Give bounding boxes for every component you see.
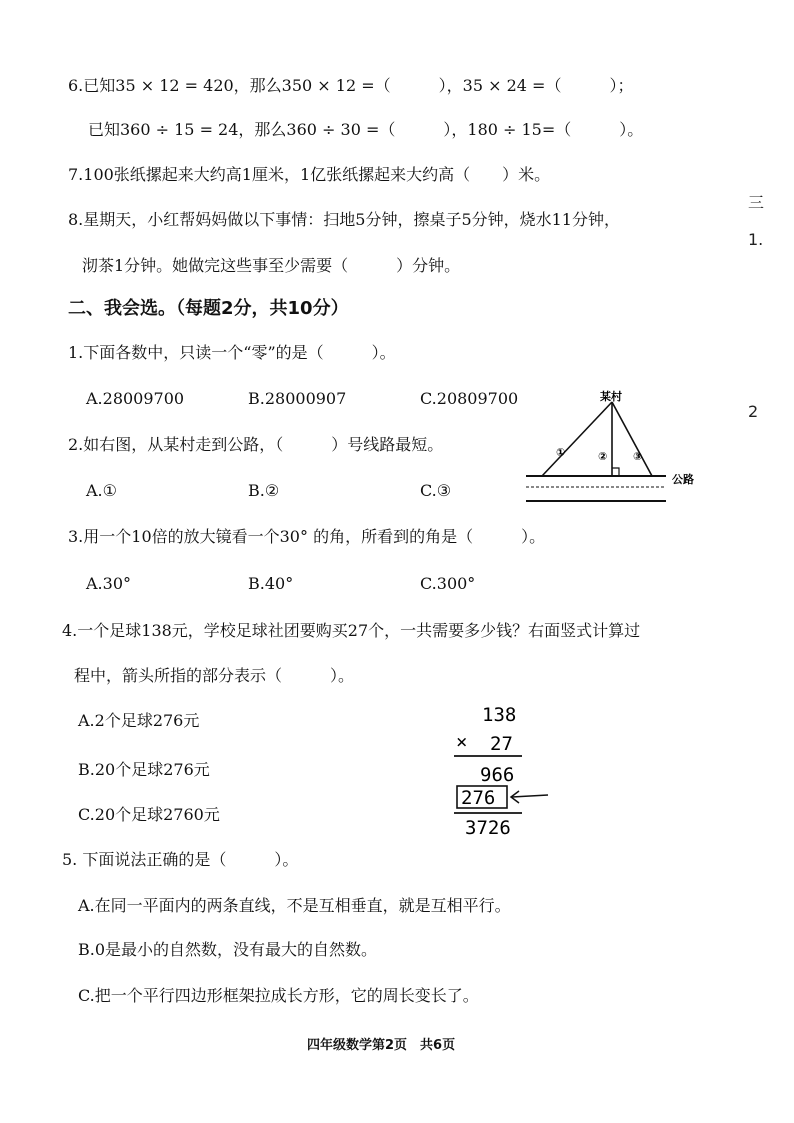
choice-3-option-c: C.300° bbox=[420, 574, 476, 593]
question-7: 7.100张纸摞起来大约高1厘米，1亿张纸摞起来大约高（ ）米。 bbox=[68, 165, 551, 184]
margin-mark-2: 1. bbox=[748, 230, 764, 249]
routes bbox=[542, 402, 652, 476]
choice-5-option-b: B.0是最小的自然数，没有最大的自然数。 bbox=[78, 940, 378, 959]
road bbox=[526, 476, 666, 501]
arrow-icon bbox=[511, 791, 548, 803]
route-1-line bbox=[542, 402, 612, 476]
village-label: 某村 bbox=[600, 390, 622, 403]
choice-5-option-c: C.把一个平行四边形框架拉成长方形，它的周长变长了。 bbox=[78, 986, 479, 1005]
choice-4-question-line-2: 程中，箭头所指的部分表示（ ）。 bbox=[74, 666, 355, 685]
choice-2-question: 2.如右图，从某村走到公路，（ ）号线路最短。 bbox=[68, 435, 444, 454]
multiplier: 27 bbox=[490, 733, 513, 755]
route-1-label: ① bbox=[556, 446, 566, 459]
question-6-line-1: 6.已知35 × 12 = 420，那么350 × 12 =（ ），35 × 24 =（ ）； bbox=[68, 76, 634, 95]
choice-1-option-a: A.28009700 bbox=[86, 389, 185, 408]
choice-5-option-a: A.在同一平面内的两条直线，不是互相垂直，就是互相平行。 bbox=[78, 896, 511, 915]
choice-5-question: 5. 下面说法正确的是（ ）。 bbox=[62, 850, 299, 869]
product-result: 3726 bbox=[465, 817, 511, 839]
choice-4-question-line-1: 4.一个足球138元，学校足球社团要购买27个，一共需要多少钱？右面竖式计算过 bbox=[62, 621, 641, 640]
right-angle-mark bbox=[612, 468, 619, 476]
question-8-line-2: 沏茶1分钟。她做完这些事至少需要（ ）分钟。 bbox=[82, 256, 461, 275]
partial-product-2: 276 bbox=[461, 787, 496, 809]
question-8-line-1: 8.星期天，小红帮妈妈做以下事情：扫地5分钟，擦桌子5分钟，烧水11分钟， bbox=[68, 210, 620, 229]
choice-2-option-c: C.③ bbox=[420, 481, 452, 500]
multiplicand: 138 bbox=[482, 704, 517, 726]
partial-product-1: 966 bbox=[480, 764, 515, 786]
choice-1-option-b: B.28000907 bbox=[248, 389, 347, 408]
choice-1-option-c: C.20809700 bbox=[420, 389, 519, 408]
question-6-line-2: 已知360 ÷ 15 = 24，那么360 ÷ 30 =（ ），180 ÷ 15=（ ）。 bbox=[88, 120, 644, 139]
margin-mark-3: 2 bbox=[748, 402, 759, 421]
margin-mark-1: 三 bbox=[748, 193, 765, 212]
choice-4-option-a: A.2个足球276元 bbox=[78, 711, 200, 730]
choice-3-option-a: A.30° bbox=[86, 574, 131, 593]
route-diagram bbox=[520, 388, 710, 510]
choice-2-option-a: A.① bbox=[86, 481, 117, 500]
choice-3-question: 3.用一个10倍的放大镜看一个30° 的角，所看到的角是（ ）。 bbox=[68, 527, 546, 546]
choice-2-option-b: B.② bbox=[248, 481, 280, 500]
multiply-sign: × bbox=[456, 731, 468, 753]
route-3-label: ③ bbox=[633, 450, 643, 463]
route-2-label: ② bbox=[598, 450, 608, 463]
page-footer: 四年级数学第2页 共6页 bbox=[307, 1038, 456, 1053]
vertical-multiplication bbox=[448, 700, 558, 842]
choice-4-option-c: C.20个足球2760元 bbox=[78, 805, 220, 824]
choice-1-question: 1.下面各数中，只读一个“零”的是（ ）。 bbox=[68, 343, 396, 362]
choice-3-option-b: B.40° bbox=[248, 574, 294, 593]
route-3-line bbox=[612, 402, 652, 476]
road-label: 公路 bbox=[672, 473, 694, 486]
choice-4-option-b: B.20个足球276元 bbox=[78, 760, 210, 779]
section-2-heading: 二、我会选。（每题2分，共10分） bbox=[68, 298, 349, 319]
